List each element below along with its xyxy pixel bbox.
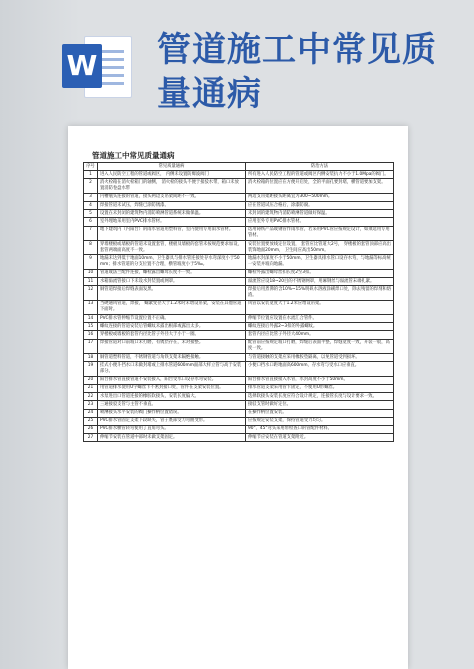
row-number: 2 [84,179,98,193]
problem-cell: 水箱溢流管接口下未设水封装置或网罩。 [98,278,246,286]
problem-cell: 伸缩节安装在管道中部时未做支架固定。 [98,434,246,442]
table-row [84,393,394,401]
table-row [84,218,394,226]
problem-cell: PVC排水管伸缩节设置位置不正确。 [98,315,246,323]
row-number: 14 [84,315,98,323]
document-page [68,126,408,669]
problem-cell: PVC排水横管转弯使用了直角弯头。 [98,425,246,433]
row-number: 6 [84,218,98,226]
row-number: 25 [84,417,98,425]
method-cell: 配管前应按规定坡口打磨，焊缝后表面平整，焊缝宽度一致，开裂一般，高度一致。 [246,339,394,353]
row-number: 19 [84,362,98,376]
table-row [84,202,394,210]
table-row [84,315,394,323]
table-row [84,300,394,314]
problem-cell: 三通接驳支管与主管不垂直。 [98,401,246,409]
method-cell: 螺纹连接后外露2~3扣的外露螺纹。 [246,323,394,331]
table-row [84,269,394,277]
table-row [84,323,394,331]
banner-title-line-2: 量通病 [157,74,262,114]
table-row [84,193,394,201]
row-number: 7 [84,226,98,240]
method-cell: 90°、45°弯头采用带检查口的管配件材料。 [246,425,394,433]
method-cell: 接驳支管时做好定位。 [246,401,394,409]
table-row [84,401,394,409]
row-number: 11 [84,278,98,286]
table-row [84,425,394,433]
problem-cell: 穿墙楼板或墙板的管道未设置套管，楼板及墙板的套管未按规范要求加设，套管两端面高度不一致。 [98,241,246,255]
row-number: 4 [84,202,98,210]
row-number: 27 [84,434,98,442]
table-row [84,409,394,417]
table-row [84,255,394,269]
problem-cell: 螺纹连接的管道安装后管螺纹未露出根部或露出太多。 [98,323,246,331]
problem-cell: 铜管道塑料管道，不锈钢管道与角铁支架未隔绝接触。 [98,354,246,362]
column-header-method: 防治方法 [246,163,394,171]
word-badge: W [62,44,102,88]
table-row [84,171,394,179]
problem-cell: 进入人民防空工程的管道或阀区， 内侧未设置防爆波阀门 [98,171,246,179]
method-cell: 在操作柄位置安装。 [246,409,394,417]
method-cell: 螺栓外露出螺母丝扣长度2至3扣。 [246,269,394,277]
table-row [84,179,394,193]
row-number: 24 [84,409,98,417]
method-cell: 未封闭的建筑物内消防喷淋管道做好保温。 [246,210,394,218]
problem-cell: 挂式小便斗挡水口未做封堵或上排水管道600mm面部大样立管与高于安装部分。 [98,362,246,376]
method-cell: 安装位置要放线定位设置， 套管应比管道大2号， 穿楼板的套管顶部应高出装饰地面20mm， 卫生间应高出50mm。 [246,241,394,255]
table-row [84,210,394,218]
row-number: 12 [84,286,98,300]
table-header-row [84,163,394,171]
method-cell: 伸缩节应安装在管道支架附近。 [246,434,394,442]
table-row [84,286,394,300]
method-cell: 溢流管应设18~20目的不锈钢网罩，用麻钢丝与溢流管末端扎紧。 [246,278,394,286]
table-row [84,278,394,286]
row-number: 8 [84,241,98,255]
method-cell: 与管道接触的支架应采用橡胶垫隔离，以免管道受到损坏。 [246,354,394,362]
method-cell: 小便口挡水口距地面高600mm，存水弯与受水口应垂直。 [246,362,394,376]
problem-cell: 铜管道焊接后焊缝表面发黑。 [98,286,246,300]
method-cell: 风管以安装宽度大于1.2米应增设吊架。 [246,300,394,314]
table-body [84,171,394,442]
problem-cell: 阳台排水管直接管道不安装接入，阳台受水口设存水弯安装。 [98,376,246,384]
row-number: 13 [84,300,98,314]
table-row [84,354,394,362]
column-header-problem: 常见质量通病 [98,163,246,171]
row-number: 18 [84,354,98,362]
problem-cell: 喷淋接头水平安装的阀门操作柄位置错误。 [98,409,246,417]
method-cell: 消火栓箱的位置应在方便开启处，全的平面孔要封堵，横管道要加支架。 [246,179,394,193]
header-banner [0,0,474,130]
problem-cell: 室外埋地采用室内PVC排水管材。 [98,218,246,226]
problem-cell: PVC排水管固定支架下段缺失，管子底部受力弯曲变形。 [98,417,246,425]
row-number: 9 [84,255,98,269]
column-header-no: 序号 [84,163,98,171]
method-cell: 选择软接头安装长度应符合设计规定，连接管长度与设计要求一致。 [246,393,394,401]
problem-cell: 用管道排水使用U字螺丝卡不密封接口处，管件在支架安装位置。 [98,384,246,392]
method-cell: 两边支吊架距接头距离宜为300~500mm。 [246,193,394,201]
row-number: 21 [84,384,98,392]
problem-cell: 当硬通风管道，焊接， 螺紧变径大于1.2米时未增设吊架，安装在其他管道下面时。 [98,300,246,314]
banner-title-line-1: 管道施工中常见质 [157,30,437,70]
method-cell: 阳台排水管直接接入水管，水封高度不小于50mm。 [246,376,394,384]
method-cell: 地漏水封深度不小于50mm，卫生器具排水管口设存水弯，与地漏等标高统一安装并坡向地漏。 [246,255,394,269]
problem-cell: 焊接管道对口前坡口未打磨，有锈层存在，未对接整。 [98,339,246,353]
table-row [84,241,394,255]
row-number: 15 [84,323,98,331]
problem-cell: 焊接管道未试压，焊缝已涂防锈漆。 [98,202,246,210]
method-cell: 选用铸铁产品或钢管作雨水管，若采用PVC管应按规定设计，如须选用专用管材。 [246,226,394,240]
quality-problems-table [83,162,394,442]
table-row [84,376,394,384]
table-row [84,434,394,442]
method-cell: 伸缩节位置应设置在水流汇合管件。 [246,315,394,323]
table-row [84,384,394,392]
method-cell: 所有进入人民防空工程的管道或阀区内侧安装抗力不小于1.0Mpa的阀门。 [246,171,394,179]
problem-cell: 地下建筑内（内阳台）的雨水管道用塑料管，室内使用专用雨水管材。 [98,226,246,240]
problem-cell: 内槽瓶头连接的管道，接头两边支吊架间距不一致。 [98,193,246,201]
row-number: 23 [84,401,98,409]
problem-cell: 设置在未封闭的建筑物内消防喷淋管道系统未做保温。 [98,210,246,218]
table-row [84,339,394,353]
row-number: 17 [84,339,98,353]
method-cell: 应按规定安装支架，保持管道受力均匀。 [246,417,394,425]
row-number: 1 [84,171,98,179]
row-number: 22 [84,393,98,401]
row-number: 16 [84,331,98,339]
table-row [84,417,394,425]
problem-cell: 消火栓箱在消火栓箱门的轴侧， 消火栓的接头不便于接驳水带，箱口未放置消防卷盘水带 [98,179,246,193]
table-row [84,226,394,240]
method-cell: 焊接后用煮沸的含10%~15%明矾水溶液涂刷焊口处，除去残留的焊剂和熔渣。 [246,286,394,300]
row-number: 26 [84,425,98,433]
problem-cell: 水泵进出口管道连接的橡胶软接头，安装长度偏大。 [98,393,246,401]
method-cell: 应在管道试压合格后，涂漆防腐。 [246,202,394,210]
problem-cell: 管道或法兰配件连接，螺栓露出螺母长度不一致。 [98,269,246,277]
table-row [84,362,394,376]
row-number: 5 [84,210,98,218]
method-cell: 排水管道支架采用管卡固定，不使用U形螺丝。 [246,384,394,392]
word-document-icon [62,36,132,98]
method-cell: 应用室外专用PVC排水管材。 [246,218,394,226]
problem-cell: 地漏未达到低于地面10mm，卫生器具与排水管连接处存水弯深度小于50mm；排水管道的分支位置不合理，横管坡度小于5‰。 [98,255,246,269]
row-number: 20 [84,376,98,384]
table-row [84,331,394,339]
problem-cell: 穿楼板或墙板的套管内径比管子外径大于小于一圈。 [98,331,246,339]
banner-title [157,28,457,116]
document-title: 管道施工中常见质量通病 [92,151,175,160]
row-number: 3 [84,193,98,201]
method-cell: 套管内径应比管子外径大40mm。 [246,331,394,339]
row-number: 10 [84,269,98,277]
